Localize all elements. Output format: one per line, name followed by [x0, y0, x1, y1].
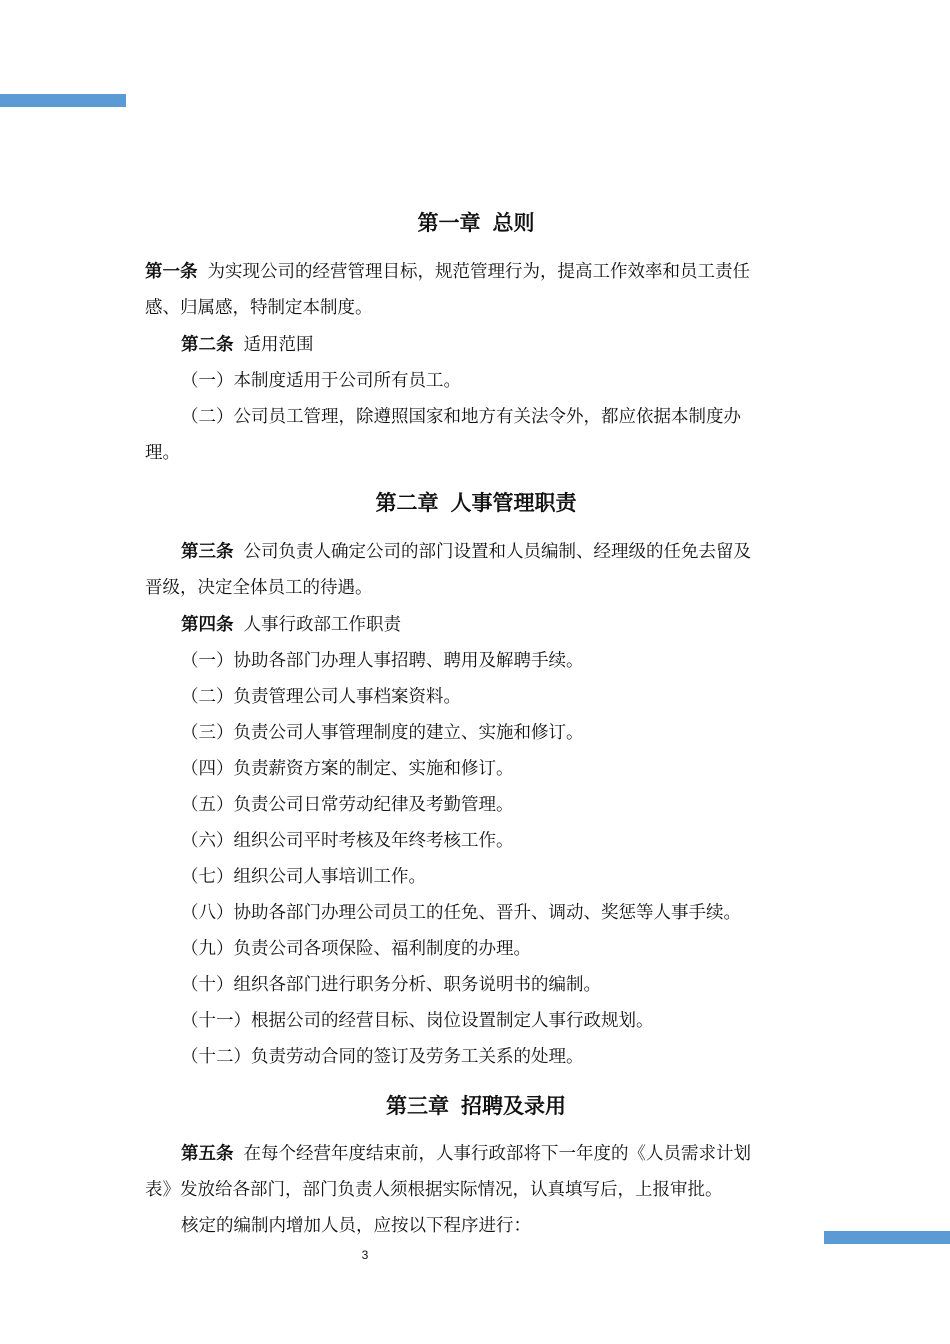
article-label: 第三条	[181, 542, 234, 562]
list-item: （九）负责公司各项保险、福利制度的办理。	[181, 939, 531, 959]
list-item: （七）组织公司人事培训工作。	[181, 867, 426, 887]
article-5-tail: 核定的编制内增加人员，应按以下程序进行：	[181, 1216, 531, 1236]
page-number: 3	[361, 1248, 369, 1262]
list-item: （二）负责管理公司人事档案资料。	[181, 687, 461, 707]
article-2: 第二条 适用范围	[181, 335, 314, 355]
chapter-number: 第三章	[386, 1094, 449, 1118]
article-label: 第五条	[181, 1144, 234, 1164]
article-5-line-2: 表》发放给各部门，部门负责人须根据实际情况，认真填写后，上报审批。	[145, 1180, 723, 1200]
article-1-line-2: 感、归属感，特制定本制度。	[145, 298, 373, 318]
list-item: （十二）负责劳动合同的签订及劳务工关系的处理。	[181, 1047, 584, 1067]
chapter-title: 招聘及录用	[461, 1094, 566, 1118]
list-item: （一）本制度适用于公司所有员工。	[181, 371, 461, 391]
article-label: 第四条	[181, 615, 234, 635]
article-1-line-1: 第一条 为实现公司的经营管理目标，规范管理行为，提高工作效率和员工责任	[145, 262, 750, 282]
article-label: 第二条	[181, 335, 234, 355]
top-accent-bar	[0, 94, 126, 107]
bottom-accent-bar	[824, 1231, 950, 1244]
list-item: （四）负责薪资方案的制定、实施和修订。	[181, 759, 514, 779]
list-item: （二）公司员工管理，除遵照国家和地方有关法令外，都应依据本制度办	[181, 407, 741, 427]
chapter-heading-1	[145, 210, 807, 236]
list-item: （十一）根据公司的经营目标、岗位设置制定人事行政规划。	[181, 1011, 654, 1031]
list-item: （一）协助各部门办理人事招聘、聘用及解聘手续。	[181, 651, 584, 671]
list-item-continuation: 理。	[145, 443, 180, 463]
list-item: （十）组织各部门进行职务分析、职务说明书的编制。	[181, 975, 601, 995]
chapter-heading-3	[145, 1093, 807, 1119]
list-item: （五）负责公司日常劳动纪律及考勤管理。	[181, 795, 514, 815]
chapter-title: 总则	[492, 211, 535, 235]
article-5-line-1: 第五条 在每个经营年度结束前，人事行政部将下一年度的《人员需求计划	[181, 1144, 751, 1164]
chapter-number: 第一章	[417, 211, 481, 235]
article-3-line-1: 第三条 公司负责人确定公司的部门设置和人员编制、经理级的任免去留及	[181, 542, 751, 562]
article-label: 第一条	[145, 262, 198, 282]
chapter-number: 第二章	[375, 491, 439, 515]
list-item: （六）组织公司平时考核及年终考核工作。	[181, 831, 514, 851]
chapter-title: 人事管理职责	[450, 491, 577, 515]
chapter-heading-2	[145, 490, 807, 516]
article-3-line-2: 晋级，决定全体员工的待遇。	[145, 578, 373, 598]
list-item: （八）协助各部门办理公司员工的任免、晋升、调动、奖惩等人事手续。	[181, 903, 741, 923]
list-item: （三）负责公司人事管理制度的建立、实施和修订。	[181, 723, 584, 743]
article-4: 第四条 人事行政部工作职责	[181, 615, 401, 635]
